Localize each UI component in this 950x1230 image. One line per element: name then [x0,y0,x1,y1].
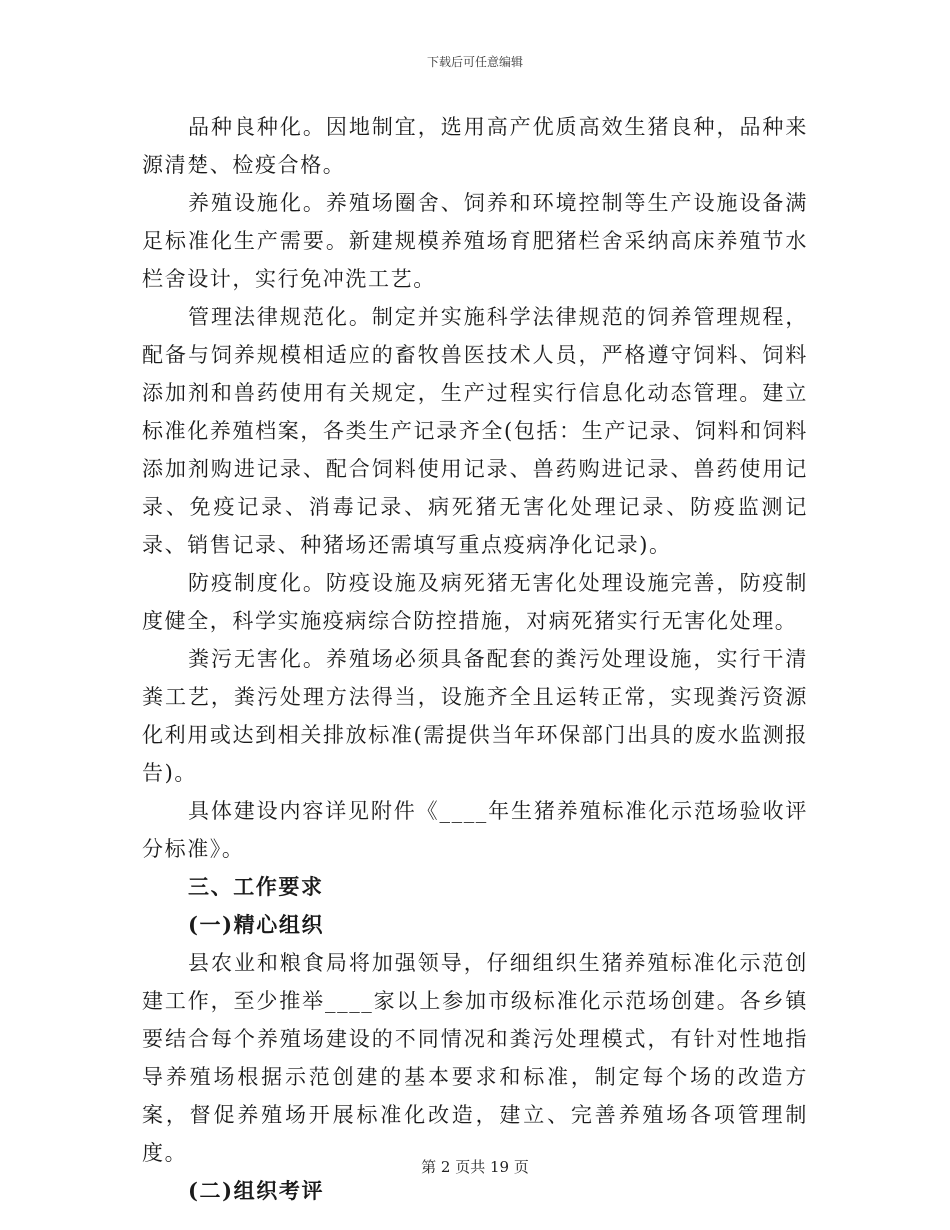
section-heading-work-requirements: 三、工作要求 [188,874,324,899]
subsection-heading-evaluation: (二)组织考评 [188,1178,325,1203]
page-footer: 第 2 页共 19 页 [421,1158,529,1176]
subsection-heading-organize: (一)精心组织 [188,912,325,937]
paragraph-organize-body: 县农业和粮食局将加强领导，仔细组织生猪养殖标准化示范创建工作，至少推举____家以上参加市级标准化示范场创建。各乡镇要结合每个养殖场建设的不同情况和粪污处理模式，有针对性地指导养殖场根据示范创建的基本要求和标准，制定每个场的改造方案，督促养殖场开展标准化改造，建立、完善养殖场各项管理制度。 [142,951,808,1165]
paragraph-attachment-reference: 具体建设内容详见附件《____年生猪养殖标准化示范场验收评分标准》。 [142,799,808,861]
paragraph-breed: 品种良种化。因地制宜，选用高产优质高效生猪良种，品种来源清楚、检疫合格。 [142,115,808,177]
page-header: 下载后可任意编辑 [426,55,523,69]
paragraph-epidemic-prevention: 防疫制度化。防疫设施及病死猪无害化处理设施完善，防疫制度健全，科学实施疫病综合防控措施，对病死猪实行无害化处理。 [142,571,808,633]
paragraph-manure-treatment: 粪污无害化。养殖场必须具备配套的粪污处理设施，实行干清粪工艺，粪污处理方法得当，设施齐全且运转正常，实现粪污资源化利用或达到相关排放标准(需提供当年环保部门出具的废水监测报告)。 [142,647,808,785]
document-body [142,108,808,1210]
paragraph-facilities: 养殖设施化。养殖场圈舍、饲养和环境控制等生产设施设备满足标准化生产需要。新建规模养殖场育肥猪栏舍采纳高床养殖节水栏舍设计，实行免冲洗工艺。 [142,191,808,291]
paragraph-management: 管理法律规范化。制定并实施科学法律规范的饲养管理规程，配备与饲养规模相适应的畜牧兽医技术人员，严格遵守饲料、饲料添加剂和兽药使用有关规定，生产过程实行信息化动态管理。建立标准化养殖档案，各类生产记录齐全(包括：生产记录、饲料和饲料添加剂购进记录、配合饲料使用记录、兽药购进记录、兽药使用记录、免疫记录、消毒记录、病死猪无害化处理记录、防疫监测记录、销售记录、种猪场还需填写重点疫病净化记录)。 [142,305,808,557]
